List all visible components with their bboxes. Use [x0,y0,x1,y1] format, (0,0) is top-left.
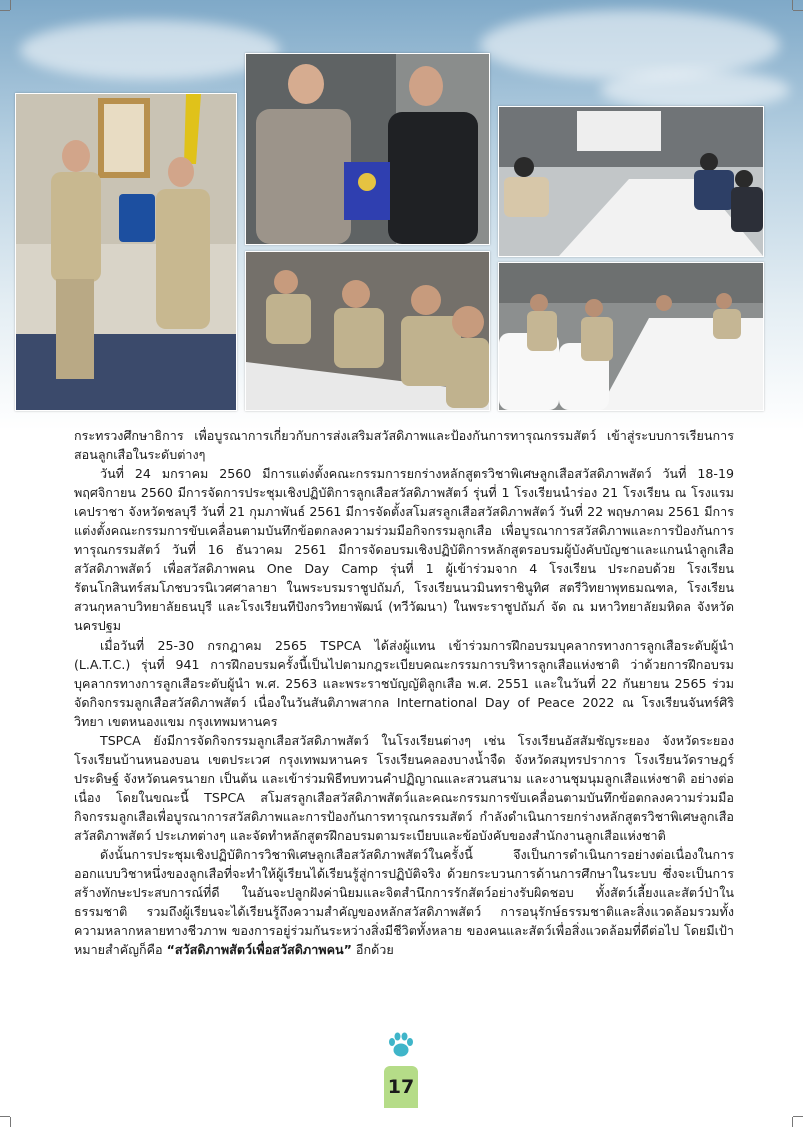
conclusion-tail: อีกด้วย [351,942,394,958]
article-body [74,426,734,959]
paragraph-school-activities: TSPCA ยังมีการจัดกิจกรรมลูกเสือสวัสดิภาพสัตว์ ในโรงเรียนต่างๆ เช่น โรงเรียนอัสสัมชัญระยอง จังหวัดระยอง โรงเรียนบ้านหนองบอน เขตประเวศ กรุงเทพมหานคร โรงเรียนคลองบางน้ำจืด จังหวัดสมุทรปราการ โรงเรียนวัดราษฎร์ประดิษฐ์ จังหวัดนครนายก เป็นต้น และเข้าร่วมพิธีทบทวนคำปฏิญาณและสวนสนาม และงานชุมนุมลูกเสือแห่งชาติ อย่างต่อเนื่อง โดยในขณะนี้ TSPCA สโมสรลูกเสือสวัสดิภาพสัตว์และคณะกรรมการขับเคลื่อนตามบันทึกข้อตกลงความร่วมมือกิจกรรมลูกเสือเพื่อบูรณาการสวัสดิภาพและการป้องกันการทารุณกรรมสัตว์ กำลังดำเนินการยกร่างหลักสูตรวิชาพิเศษลูกเสือสวัสดิภาพสัตว์ ประเภทต่างๆ และจัดทำหลักสูตรฝึกอบรมตามระเบียบและข้อบังคับของสำนักงานลูกเสือแห่งชาติ [74,732,734,843]
paragraph-intro-continuation: กระทรวงศึกษาธิการ เพื่อบูรณาการเกี่ยวกับการส่งเสริมสวัสดิภาพและป้องกันการทารุณกรรมสัตว์ เข้าสู่ระบบการเรียนการสอนลูกเสือในระดับต่างๆ [74,428,734,463]
paragraph-latc-training: เมื่อวันที่ 25-30 กรกฎาคม 2565 TSPCA ได้ส่งผู้แทน เข้าร่วมการฝึกอบรมบุคลากรทางการลูกเสือระดับผู้นำ (L.A.T.C.) รุ่นที่ 941 การฝึกอบรมครั้งนี้เป็นไปตามกฎระเบียบคณะกรรมการบริหารลูกเสือแห่งชาติ ว่าด้วยการฝึกอบรมบุคลากรทางการลูกเสือระดับผู้นำ พ.ศ. 2563 และพระราชบัญญัติลูกเสือ พ.ศ. 2551 และในวันที่ 22 กันยายน 2565 ร่วมจัดกิจกรรมลูกเสือสวัสดิภาพสัตว์ เนื่องในวันสันติภาพสากล International Day of Peace 2022 ณ โรงเรียนจันทร์ศิริวิทยา เขตหนองแขม กรุงเทพมหานคร [74,637,734,729]
photo-meeting-scouts-closeup [245,251,490,411]
paragraph-conclusion [74,845,734,959]
photo-gift-presentation [245,53,490,245]
conclusion-text: ดังนั้นการประชุมเชิงปฏิบัติการวิชาพิเศษลูกเสือสวัสดิภาพสัตว์ในครั้งนี้ จึงเป็นการดำเนินการอย่างต่อเนื่องในการออกแบบวิชาหนึ่งของลูกเสือที่จะทำให้ผู้เรียนได้เรียนรู้สู่การปฏิบัติจริง ด้วยกระบวนการด้านการศึกษาในระบบ ซึ่งจะเป็นการสร้างทักษะประสบการณ์ที่ดี ในอันจะปลูกฝังค่านิยมและจิตสำนึกการรักสัตว์อย่างรับผิดชอบ ทั้งสัตว์เลี้ยงและสัตว์ป่าในธรรมชาติ รวมถึงผู้เรียนจะได้เรียนรู้ถึงความสำคัญของหลักสวัสดิภาพสัตว์ การอนุรักษ์ธรรมชาติและสิ่งแวดล้อมรวมทั้งความหลากหลายทางชีวภาพ ของการอยู่ร่วมกันระหว่างสิ่งมีชีวิตทั้งหลาย ของคนและสัตว์เพื่อสิ่งแวดล้อมที่ดีต่อไป โดยมีเป้าหมายสำคัญก็คือ [74,847,734,958]
page-number: 17 [384,1066,418,1108]
paw-print-icon [386,1030,416,1060]
photo-conference-room [498,106,764,257]
photo-ceremony-handover [15,93,237,411]
conclusion-slogan: “สวัสดิภาพสัตว์เพื่อสวัสดิภาพคน” [166,942,352,958]
photo-meeting-scouts-table [498,262,764,411]
paragraph-timeline: วันที่ 24 มกราคม 2560 มีการแต่งตั้งคณะกรรมการยกร่างหลักสูตรวิชาพิเศษลูกเสือสวัสดิภาพสัตว์ วันที่ 18-19 พฤศจิกายน 2560 มีการจัดการประชุมเชิงปฏิบัติการลูกเสือสวัสดิภาพสัตว์ รุ่นที่ 1 โรงเรียนนำร่อง 21 โรงเรียน ณ โรงแรม เคปราชา จังหวัดชลบุรี วันที่ 21 กุมภาพันธ์ 2561 มีการจัดตั้งสโมสรลูกเสือสวัสดิภาพสัตว์ วันที่ 22 พฤษภาคม 2561 มีการแต่งตั้งคณะกรรมการขับเคลื่อนตามบันทึกข้อตกลงความร่วมมือกิจกรรมลูกเสือ เพื่อบูรณาการสวัสดิภาพและการป้องกันการทารุณกรรมสัตว์ วันที่ 16 ธันวาคม 2561 มีการจัดอบรมเชิงปฏิบัติการหลักสูตรอบรมผู้บังคับบัญชาและแกนนำลูกเสือสวัสดิภาพสัตว์ เพื่อสวัสดิภาพคน One Day Camp รุ่นที่ 1 ผู้เข้าร่วมจาก 4 โรงเรียน ประกอบด้วย โรงเรียนรัตนโกสินทร์สมโภชบวรนิเวศศาลายา ในพระบรมราชูปถัมภ์, โรงเรียนนวมินทราชินูทิศ สตรีวิทยาพุทธมณฑล, โรงเรียนสวนกุหลาบวิทยาลัยธนบุรี และโรงเรียนทีปังกรวิทยาพัฒน์ (ทวีวัฒนา) ในพระราชูปถัมภ์ จัด ณ มหาวิทยาลัยมหิดล จังหวัดนครปฐม [74,466,734,634]
